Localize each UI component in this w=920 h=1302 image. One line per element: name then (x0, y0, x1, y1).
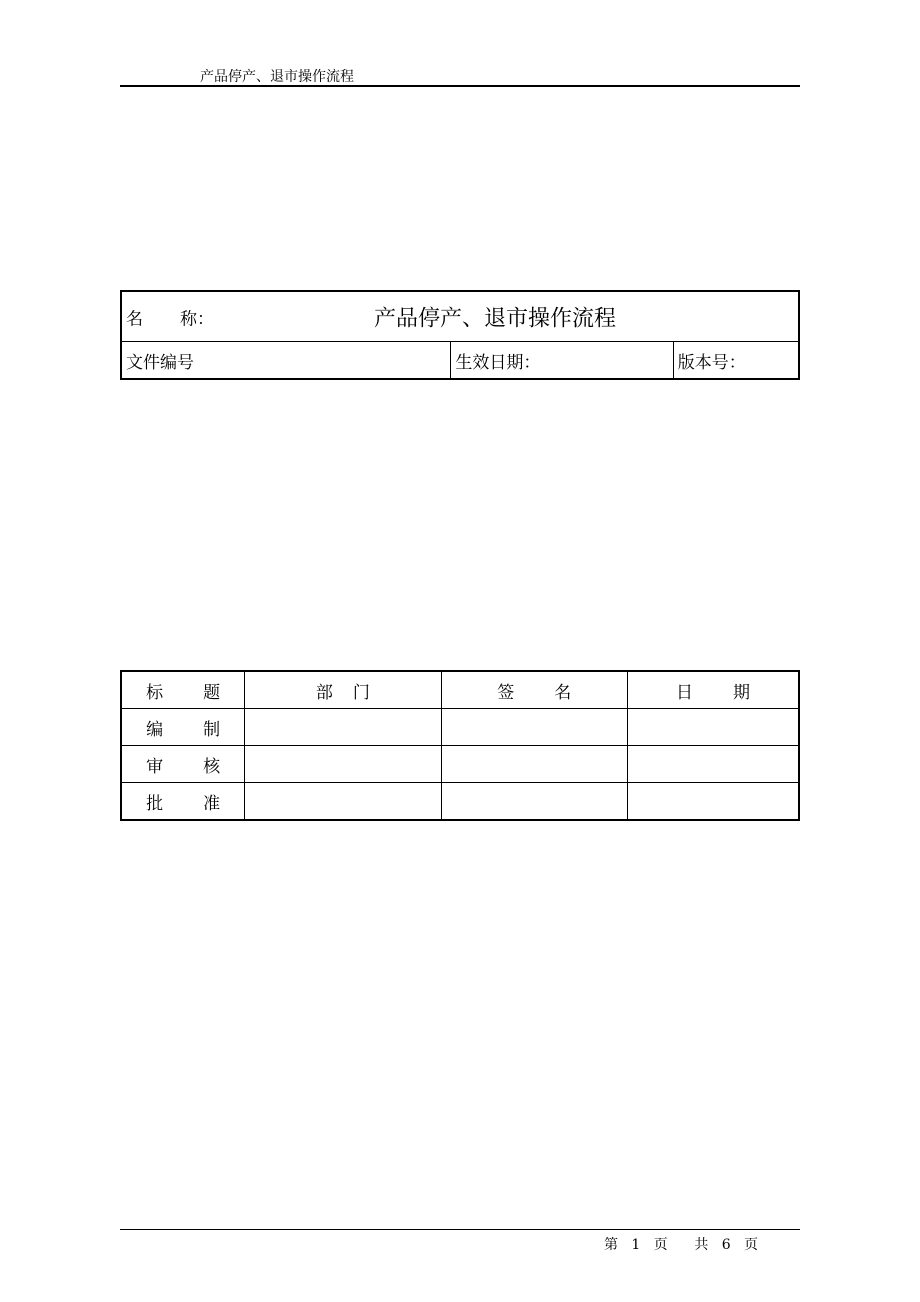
page-header-title: 产品停产、退市操作流程 (200, 69, 354, 85)
approval-row-approved (121, 783, 799, 821)
document-info-table (120, 290, 800, 380)
approval-row-reviewed (121, 746, 799, 783)
page-number: 第 1 页 共 6 页 (604, 1237, 758, 1253)
header-cell-signature: 签 名 (441, 671, 627, 709)
row-label-reviewed: 审 核 (121, 746, 245, 783)
name-row (121, 291, 799, 342)
reviewed-date-cell (627, 746, 799, 783)
name-cell (121, 291, 799, 342)
prepared-department-cell (245, 709, 441, 746)
effective-date-cell: 生效日期： (451, 342, 673, 380)
approved-signature-cell (441, 783, 627, 821)
approval-row-prepared (121, 709, 799, 746)
header-cell-date: 日 期 (627, 671, 799, 709)
header-cell-department: 部 门 (245, 671, 441, 709)
prepared-date-cell (627, 709, 799, 746)
row-label-prepared: 编 制 (121, 709, 245, 746)
header-cell-title: 标 题 (121, 671, 245, 709)
approval-table (120, 670, 800, 821)
document-title: 产品停产、退市操作流程 (374, 306, 617, 331)
file-number-cell: 文件编号 (121, 342, 451, 380)
approved-department-cell (245, 783, 441, 821)
reviewed-department-cell (245, 746, 441, 783)
name-label-part2: 称： (180, 309, 214, 329)
prepared-signature-cell (441, 709, 627, 746)
meta-row (121, 342, 799, 380)
name-label-part1: 名 (126, 309, 143, 329)
approved-date-cell (627, 783, 799, 821)
row-label-approved: 批 准 (121, 783, 245, 821)
header-rule (120, 85, 800, 87)
reviewed-signature-cell (441, 746, 627, 783)
version-cell: 版本号： (673, 342, 799, 380)
approval-header-row (121, 671, 799, 709)
footer-rule (120, 1229, 800, 1230)
